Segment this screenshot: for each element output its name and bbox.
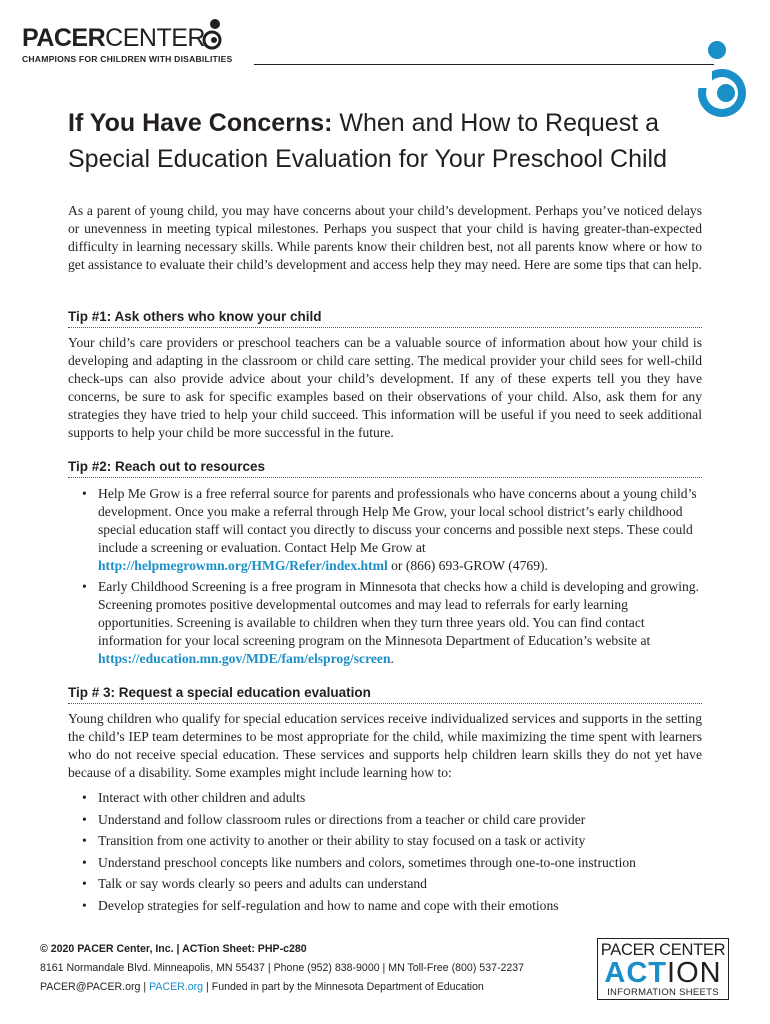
help-me-grow-link[interactable]: http://helpmegrowmn.org/HMG/Refer/index.html <box>98 558 388 573</box>
pacer-logo <box>22 24 205 53</box>
intro-paragraph: As a parent of young child, you may have concerns about your child’s development. Perhaps you’ve noticed delays or unevenness in meeting typical milestones. Perhaps you suspect that your child is having greater-than-expected difficulty in learning necessary skills. While parents know their children best, not all parents know where or how to get assistance to evaluate their child’s development and access help they may need. Here are some tips that can help. <box>68 203 702 272</box>
list-item: • Understand and follow classroom rules or directions from a teacher or child care provider <box>82 811 586 827</box>
tip2-heading: Tip #2: Reach out to resources <box>68 459 702 478</box>
logo-bold: PACER <box>22 24 106 52</box>
list-item: • Help Me Grow is a free referral source for parents and professionals who have concerns about a young child’s development. Once you make a referral through Help Me Grow, your local school district’s early childhood special education staff will contact you directly to discuss your concerns and possible next steps. These could include a screening or evaluation. Contact Help Me Grow at http://helpmegrowmn.org/HMG/Refer/index.html or (866) 693-GROW (4769). <box>82 486 697 573</box>
footer <box>40 940 600 997</box>
list-item: • Talk or say words clearly so peers and adults can understand <box>82 876 427 891</box>
footer-address: 8161 Normandale Blvd. Minneapolis, MN 55437 | Phone (952) 838-9000 | MN Toll-Free (800) 537-2237 <box>40 962 525 974</box>
bullet-icon: • <box>82 811 87 827</box>
tagline: CHAMPIONS FOR CHILDREN WITH DISABILITIES <box>22 54 233 64</box>
bullet-icon: • <box>82 579 87 594</box>
list-item: • Early Childhood Screening is a free program in Minnesota that checks how a child is developing and growing. Screening promotes positive developmental outcomes and may lead to referrals for early learning opportunities. Screening is available to children when they turn three years old. You can find contact information for your local screening program on the Minnesota Department of Education’s website at https://education.mn.gov/MDE/fam/elsprog/screen. <box>82 579 699 666</box>
list-item: • Understand preschool concepts like numbers and colors, sometimes through one-to-one instruction <box>82 854 636 870</box>
tip1-heading: Tip #1: Ask others who know your child <box>68 309 702 328</box>
tip1-paragraph: Your child’s care providers or preschool teachers can be a valuable source of information about how your child is developing and adapting in the classroom or child care setting. The medical provider your child sees for well-child check-ups can also provide advice about your child’s development. If any of these experts tell you they have concerns, be sure to ask for specific examples based on their observations of your child. Also, ask them for any strategies they have tried to help your child succeed. This information will be useful if you need to seek additional supports to help your child be more successful in the future. <box>68 335 702 440</box>
tip3-list <box>80 789 702 918</box>
tip2-list <box>80 485 702 671</box>
tip3-paragraph: Young children who qualify for special education services receive individualized services and supports in the setting the child’s IEP team determines to be most appropriate for the child, while maximizing the time spent with learners who do not receive special education. These services and supports help children learn skills they do not yet have because of a disability. Some examples might include learning how to: <box>68 711 702 780</box>
pacer-figure-icon <box>200 18 226 52</box>
bullet-icon: • <box>82 897 87 913</box>
bullet-icon: • <box>82 876 87 891</box>
footer-copyright: © 2020 PACER Center, Inc. | ACTion Sheet: PHP-c280 <box>40 943 307 955</box>
footer-site-link[interactable]: PACER.org <box>149 981 204 993</box>
mde-screening-link[interactable]: https://education.mn.gov/MDE/fam/elsprog/screen <box>98 651 391 666</box>
footer-funding: Funded in part by the Minnesota Department of Education <box>211 981 484 993</box>
bullet-icon: • <box>82 486 87 501</box>
footer-email[interactable]: PACER@PACER.org <box>40 981 141 993</box>
bullet-icon: • <box>82 790 87 805</box>
action-bottom: INFORMATION SHEETS <box>607 987 719 998</box>
list-item: • Transition from one activity to another or their ability to stay focused on a task or activity <box>82 833 586 848</box>
list-item: • Interact with other children and adults <box>82 790 306 805</box>
bullet-icon: • <box>82 854 87 870</box>
bullet-icon: • <box>82 833 87 848</box>
action-top: PACER CENTER <box>600 941 726 959</box>
logo-light: CENTER <box>105 24 205 52</box>
page-title <box>68 105 708 177</box>
title-rest: When and How to Request a Special Education Evaluation for Your Preschool Child <box>68 109 667 173</box>
title-bold: If You Have Concerns: <box>68 109 333 137</box>
action-mid: ACTION <box>604 957 722 989</box>
footer-contact: PACER@PACER.org | PACER.org | Funded in part by the Minnesota Department of Education <box>40 981 484 993</box>
header-rule <box>254 64 714 65</box>
tip3-heading: Tip # 3: Request a special education evaluation <box>68 685 702 704</box>
header <box>22 18 722 70</box>
list-item: • Develop strategies for self-regulation and how to name and cope with their emotions <box>82 897 559 913</box>
action-sheet-logo <box>597 938 729 1000</box>
